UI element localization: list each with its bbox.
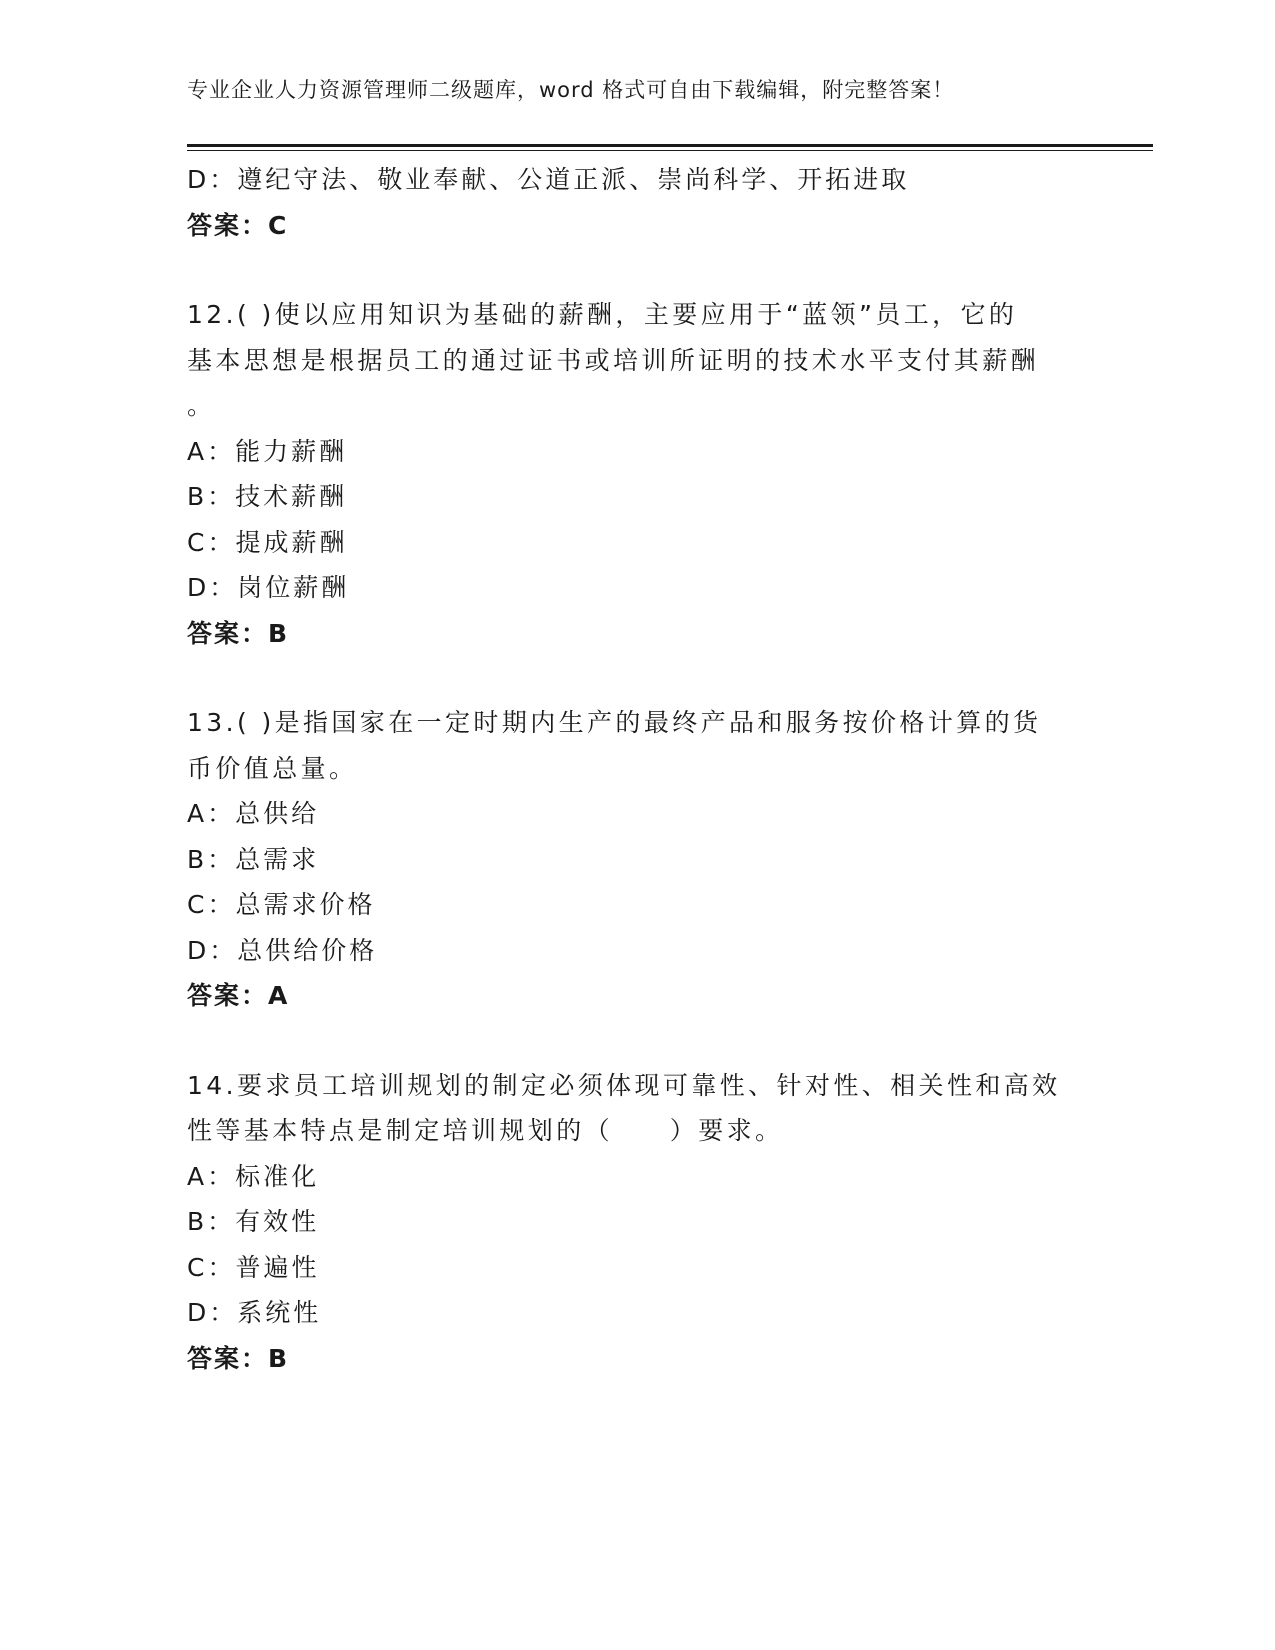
stem-line: 13.( )是指国家在一定时期内生产的最终产品和服务按价格计算的货 <box>187 708 1042 737</box>
option-b: B：总需求 <box>187 844 320 874</box>
question-gap <box>187 248 1067 292</box>
question-13 <box>187 700 1067 1019</box>
option-c: C：总需求价格 <box>187 890 376 919</box>
question-11-continued <box>187 157 1067 248</box>
option-d: D：总供给价格 <box>187 935 378 965</box>
question-12 <box>187 292 1067 656</box>
option-a: A：能力薪酬 <box>187 436 348 466</box>
stem-line: 基本思想是根据员工的通过证书或培训所证明的技术水平支付其薪酬 <box>187 345 1040 375</box>
header-divider-thick <box>187 144 1153 147</box>
stem-line: 币价值总量。 <box>187 753 358 783</box>
option-c: C：提成薪酬 <box>187 527 348 557</box>
option-d: D：遵纪守法、敬业奉献、公道正派、崇尚科学、开拓进取 <box>187 165 910 194</box>
header-divider-thin <box>187 150 1153 151</box>
answer-line: 答案：A <box>187 981 290 1010</box>
stem-line: 性等基本特点是制定培训规划的（ ）要求。 <box>187 1116 784 1145</box>
answer-line: 答案：C <box>187 210 289 240</box>
option-b: B：技术薪酬 <box>187 482 348 511</box>
option-d: D：岗位薪酬 <box>187 573 350 602</box>
question-content <box>187 157 1067 1381</box>
stem-line: 12.( )使以应用知识为基础的薪酬，主要应用于“蓝领”员工，它的 <box>187 300 1018 329</box>
option-a: A：标准化 <box>187 1161 320 1191</box>
page-header: 专业企业人力资源管理师二级题库，word 格式可自由下载编辑，附完整答案！ <box>187 78 955 102</box>
question-14 <box>187 1063 1067 1382</box>
answer-line: 答案：B <box>187 618 290 648</box>
question-gap <box>187 1019 1067 1063</box>
question-stem <box>187 292 1067 429</box>
question-stem <box>187 1063 1067 1154</box>
answer-line: 答案：B <box>187 1343 290 1373</box>
option-d: D：系统性 <box>187 1298 322 1327</box>
stem-line: 14.要求员工培训规划的制定必须体现可靠性、针对性、相关性和高效 <box>187 1070 1061 1100</box>
question-gap <box>187 656 1067 700</box>
stem-line: 。 <box>187 391 216 420</box>
question-stem <box>187 700 1067 791</box>
option-b: B：有效性 <box>187 1207 320 1236</box>
option-a: A：总供给 <box>187 799 320 828</box>
option-c: C：普遍性 <box>187 1252 320 1282</box>
